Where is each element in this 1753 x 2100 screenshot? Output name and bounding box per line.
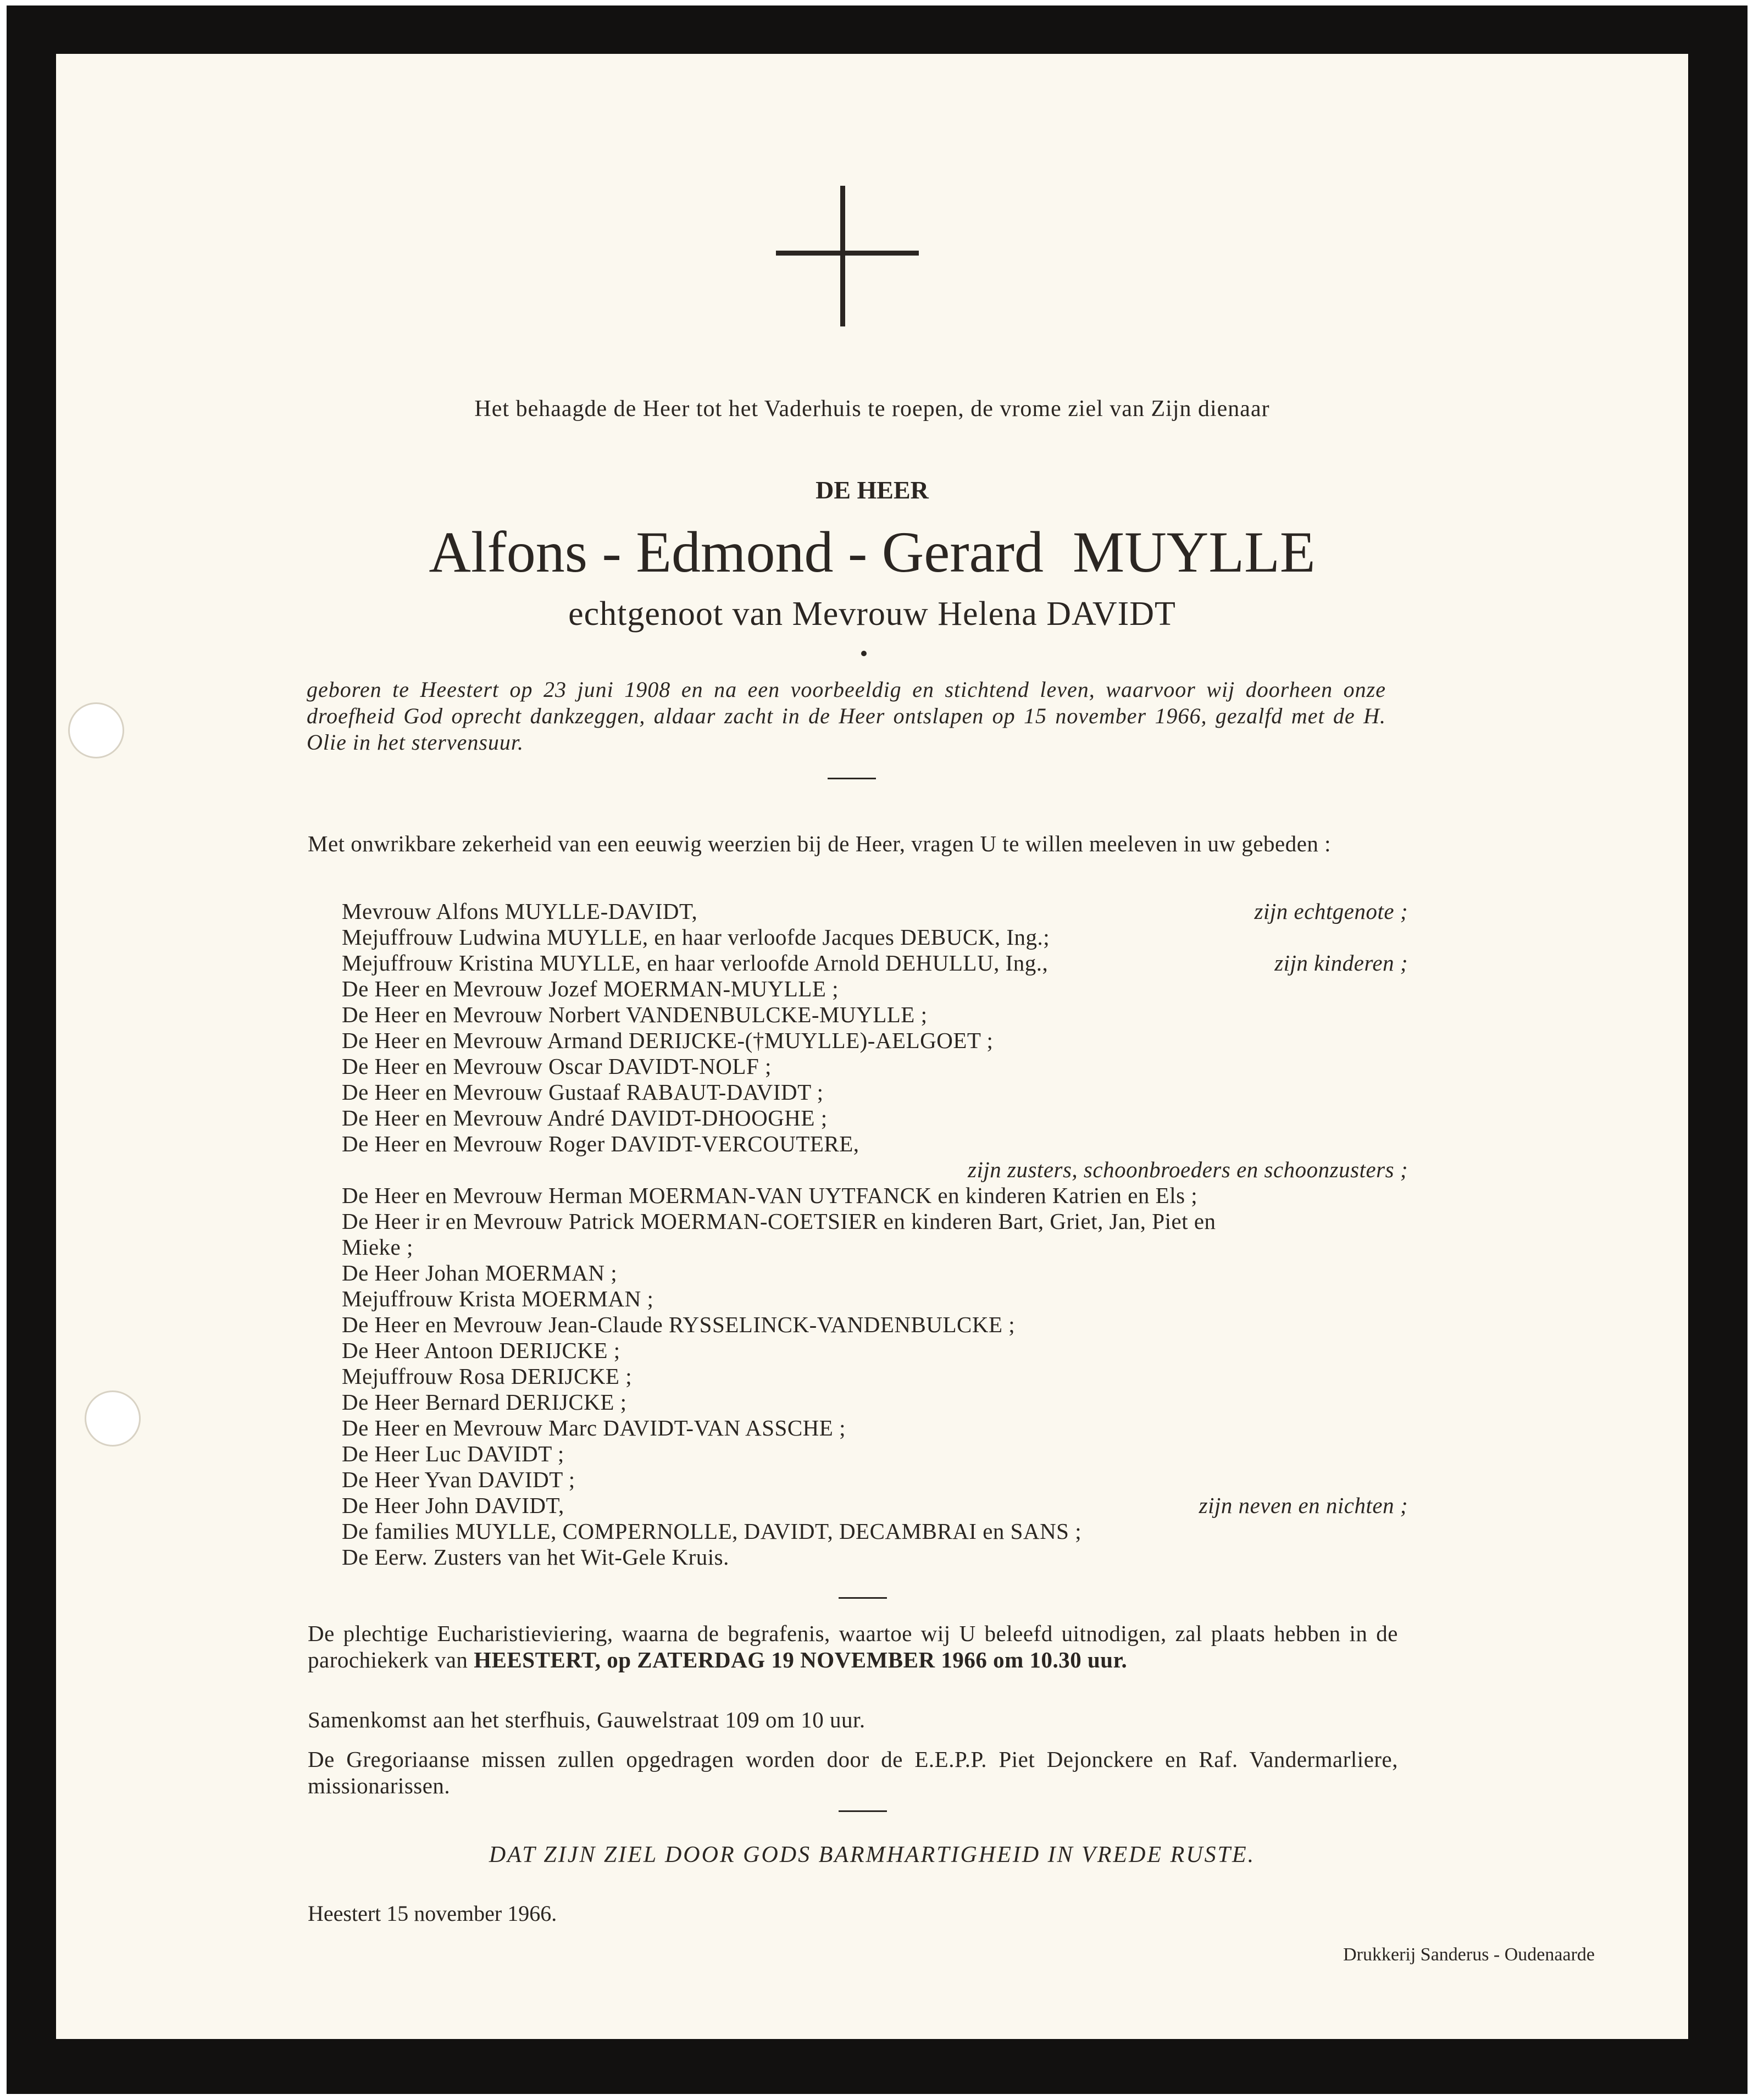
relationship-label: zijn kinderen ; — [1274, 950, 1408, 976]
mourner-name: De Heer en Mevrouw Armand DERIJCKE-(†MUYLLE)-AELGOET ; — [342, 1028, 994, 1053]
relationship-label: zijn echtgenote ; — [1254, 899, 1408, 924]
mourner-name: De Heer en Mevrouw Marc DAVIDT-VAN ASSCHE ; — [342, 1415, 846, 1440]
mourner-row — [342, 1519, 1408, 1544]
mourner-name: De families MUYLLE, COMPERNOLLE, DAVIDT, DECAMBRAI en SANS ; — [342, 1519, 1082, 1544]
divider — [828, 778, 876, 779]
mourner-name: De Heer ir en Mevrouw Patrick MOERMAN-COETSIER en kinderen Bart, Griet, Jan, Piet en — [342, 1209, 1216, 1234]
mourner-row — [342, 1312, 1408, 1338]
mourner-name: De Heer Antoon DERIJCKE ; — [342, 1338, 620, 1363]
mourner-row — [342, 1209, 1408, 1234]
relationship-label: zijn neven en nichten ; — [1199, 1493, 1408, 1518]
mourner-name: De Heer en Mevrouw Norbert VANDENBULCKE-MUYLLE ; — [342, 1002, 928, 1027]
ornament-dot — [861, 651, 867, 656]
relationship-label: zijn zusters, schoonbroeders en schoonzusters ; — [968, 1157, 1408, 1182]
mourner-row — [342, 1183, 1408, 1209]
mourner-row — [342, 1260, 1408, 1286]
mourner-name: De Heer Johan MOERMAN ; — [342, 1260, 618, 1286]
place-date: Heestert 15 november 1966. — [308, 1901, 557, 1926]
mourner-name: De Heer en Mevrouw Jozef MOERMAN-MUYLLE ; — [342, 976, 839, 1001]
mass-announcement — [308, 1620, 1398, 1673]
mourner-name: Mevrouw Alfons MUYLLE-DAVIDT, — [342, 899, 698, 924]
punch-hole — [68, 702, 124, 758]
mourner-name: De Heer Yvan DAVIDT ; — [342, 1467, 575, 1492]
mourner-row — [342, 1286, 1408, 1312]
mourner-row — [342, 1441, 1408, 1467]
mourner-row — [342, 1028, 1408, 1054]
mourner-row — [342, 1338, 1408, 1364]
mourner-name: Mejuffrouw Rosa DERIJCKE ; — [342, 1364, 633, 1389]
divider — [839, 1810, 887, 1812]
mourner-name: Mejuffrouw Krista MOERMAN ; — [342, 1286, 654, 1311]
mourner-row — [342, 1157, 1408, 1183]
gregorian-masses: De Gregoriaanse missen zullen opgedragen worden door de E.E.P.P. Piet Dejonckere en Raf. Vandermarliere, missionarissen. — [308, 1747, 1398, 1798]
birth-death-text: geboren te Heestert op 23 juni 1908 en na een voorbeeldig en stichtend leven, waarvoor wij doorheen onze droefheid God oprecht dankzeggen, aldaar zacht in de Heer ontslapen op 15 november 1966, gezalfd met de H. Olie in het stervensuur. — [307, 677, 1386, 755]
mourner-name: De Heer en Mevrouw André DAVIDT-DHOOGHE ; — [342, 1105, 828, 1131]
mourner-row — [342, 1002, 1408, 1028]
mourner-name: Mieke ; — [342, 1234, 413, 1260]
deceased-name: Alfons - Edmond - Gerard MUYLLE — [429, 520, 1316, 584]
mourner-row — [342, 924, 1408, 950]
mourner-name: Mejuffrouw Ludwina MUYLLE, en haar verloofde Jacques DEBUCK, Ing.; — [342, 924, 1050, 950]
mourner-row — [342, 1544, 1408, 1570]
mourner-name: De Heer en Mevrouw Herman MOERMAN-VAN UYTFANCK en kinderen Katrien en Els ; — [342, 1183, 1198, 1208]
mourner-row — [342, 1105, 1408, 1131]
mourner-row — [342, 1389, 1408, 1415]
mourner-row — [342, 976, 1408, 1002]
mourner-list — [342, 899, 1408, 1570]
mourner-row — [342, 1131, 1408, 1157]
mourner-name: De Heer en Mevrouw Oscar DAVIDT-NOLF ; — [342, 1054, 772, 1079]
punch-hole — [85, 1390, 141, 1447]
mourner-name: De Heer Bernard DERIJCKE ; — [342, 1389, 627, 1415]
mourner-name: De Eerw. Zusters van het Wit-Gele Kruis. — [342, 1544, 729, 1570]
gathering-text: Samenkomst aan het sterfhuis, Gauwelstraat 109 om 10 uur. — [308, 1707, 866, 1732]
mourner-name: De Heer en Mevrouw Jean-Claude RYSSELINCK-VANDENBULCKE ; — [342, 1312, 1016, 1337]
mourner-row — [342, 1467, 1408, 1493]
spouse-line: echtgenoot van Mevrouw Helena DAVIDT — [568, 595, 1176, 633]
mass-text: De plechtige Eucharistieviering, waarna de begrafenis, waartoe wij U beleefd uitnodigen, zal plaats hebben in de parochiekerk van — [308, 1621, 1398, 1672]
honorific: DE HEER — [816, 476, 929, 504]
mourner-row — [342, 1364, 1408, 1389]
mourner-name: De Heer John DAVIDT, — [342, 1493, 564, 1518]
divider — [839, 1597, 887, 1599]
mourner-row — [342, 1054, 1408, 1079]
mourner-row — [342, 1079, 1408, 1105]
mourner-row — [342, 1234, 1408, 1260]
death-notice — [56, 54, 1688, 2039]
mourner-name: De Heer en Mevrouw Roger DAVIDT-VERCOUTERE, — [342, 1131, 859, 1156]
intro-text: Het behaagde de Heer tot het Vaderhuis te roepen, de vrome ziel van Zijn dienaar — [474, 396, 1270, 422]
mourner-row — [342, 950, 1408, 976]
closing-motto: DAT ZIJN ZIEL DOOR GODS BARMHARTIGHEID IN VREDE RUSTE. — [489, 1842, 1256, 1868]
mourner-name: Mejuffrouw Kristina MUYLLE, en haar verloofde Arnold DEHULLU, Ing., — [342, 950, 1049, 976]
mourner-row — [342, 899, 1408, 924]
mourner-name: De Heer en Mevrouw Gustaaf RABAUT-DAVIDT ; — [342, 1079, 824, 1105]
prayer-request: Met onwrikbare zekerheid van een eeuwig weerzien bij de Heer, vragen U te willen meeleven in uw gebeden : — [308, 831, 1332, 856]
mass-date: HEESTERT, op ZATERDAG 19 NOVEMBER 1966 om 10.30 uur. — [474, 1647, 1128, 1672]
printer-credit: Drukkerij Sanderus - Oudenaarde — [1343, 1944, 1595, 1965]
mourner-row — [342, 1415, 1408, 1441]
mourner-name: De Heer Luc DAVIDT ; — [342, 1441, 564, 1466]
mourner-row — [342, 1493, 1408, 1519]
